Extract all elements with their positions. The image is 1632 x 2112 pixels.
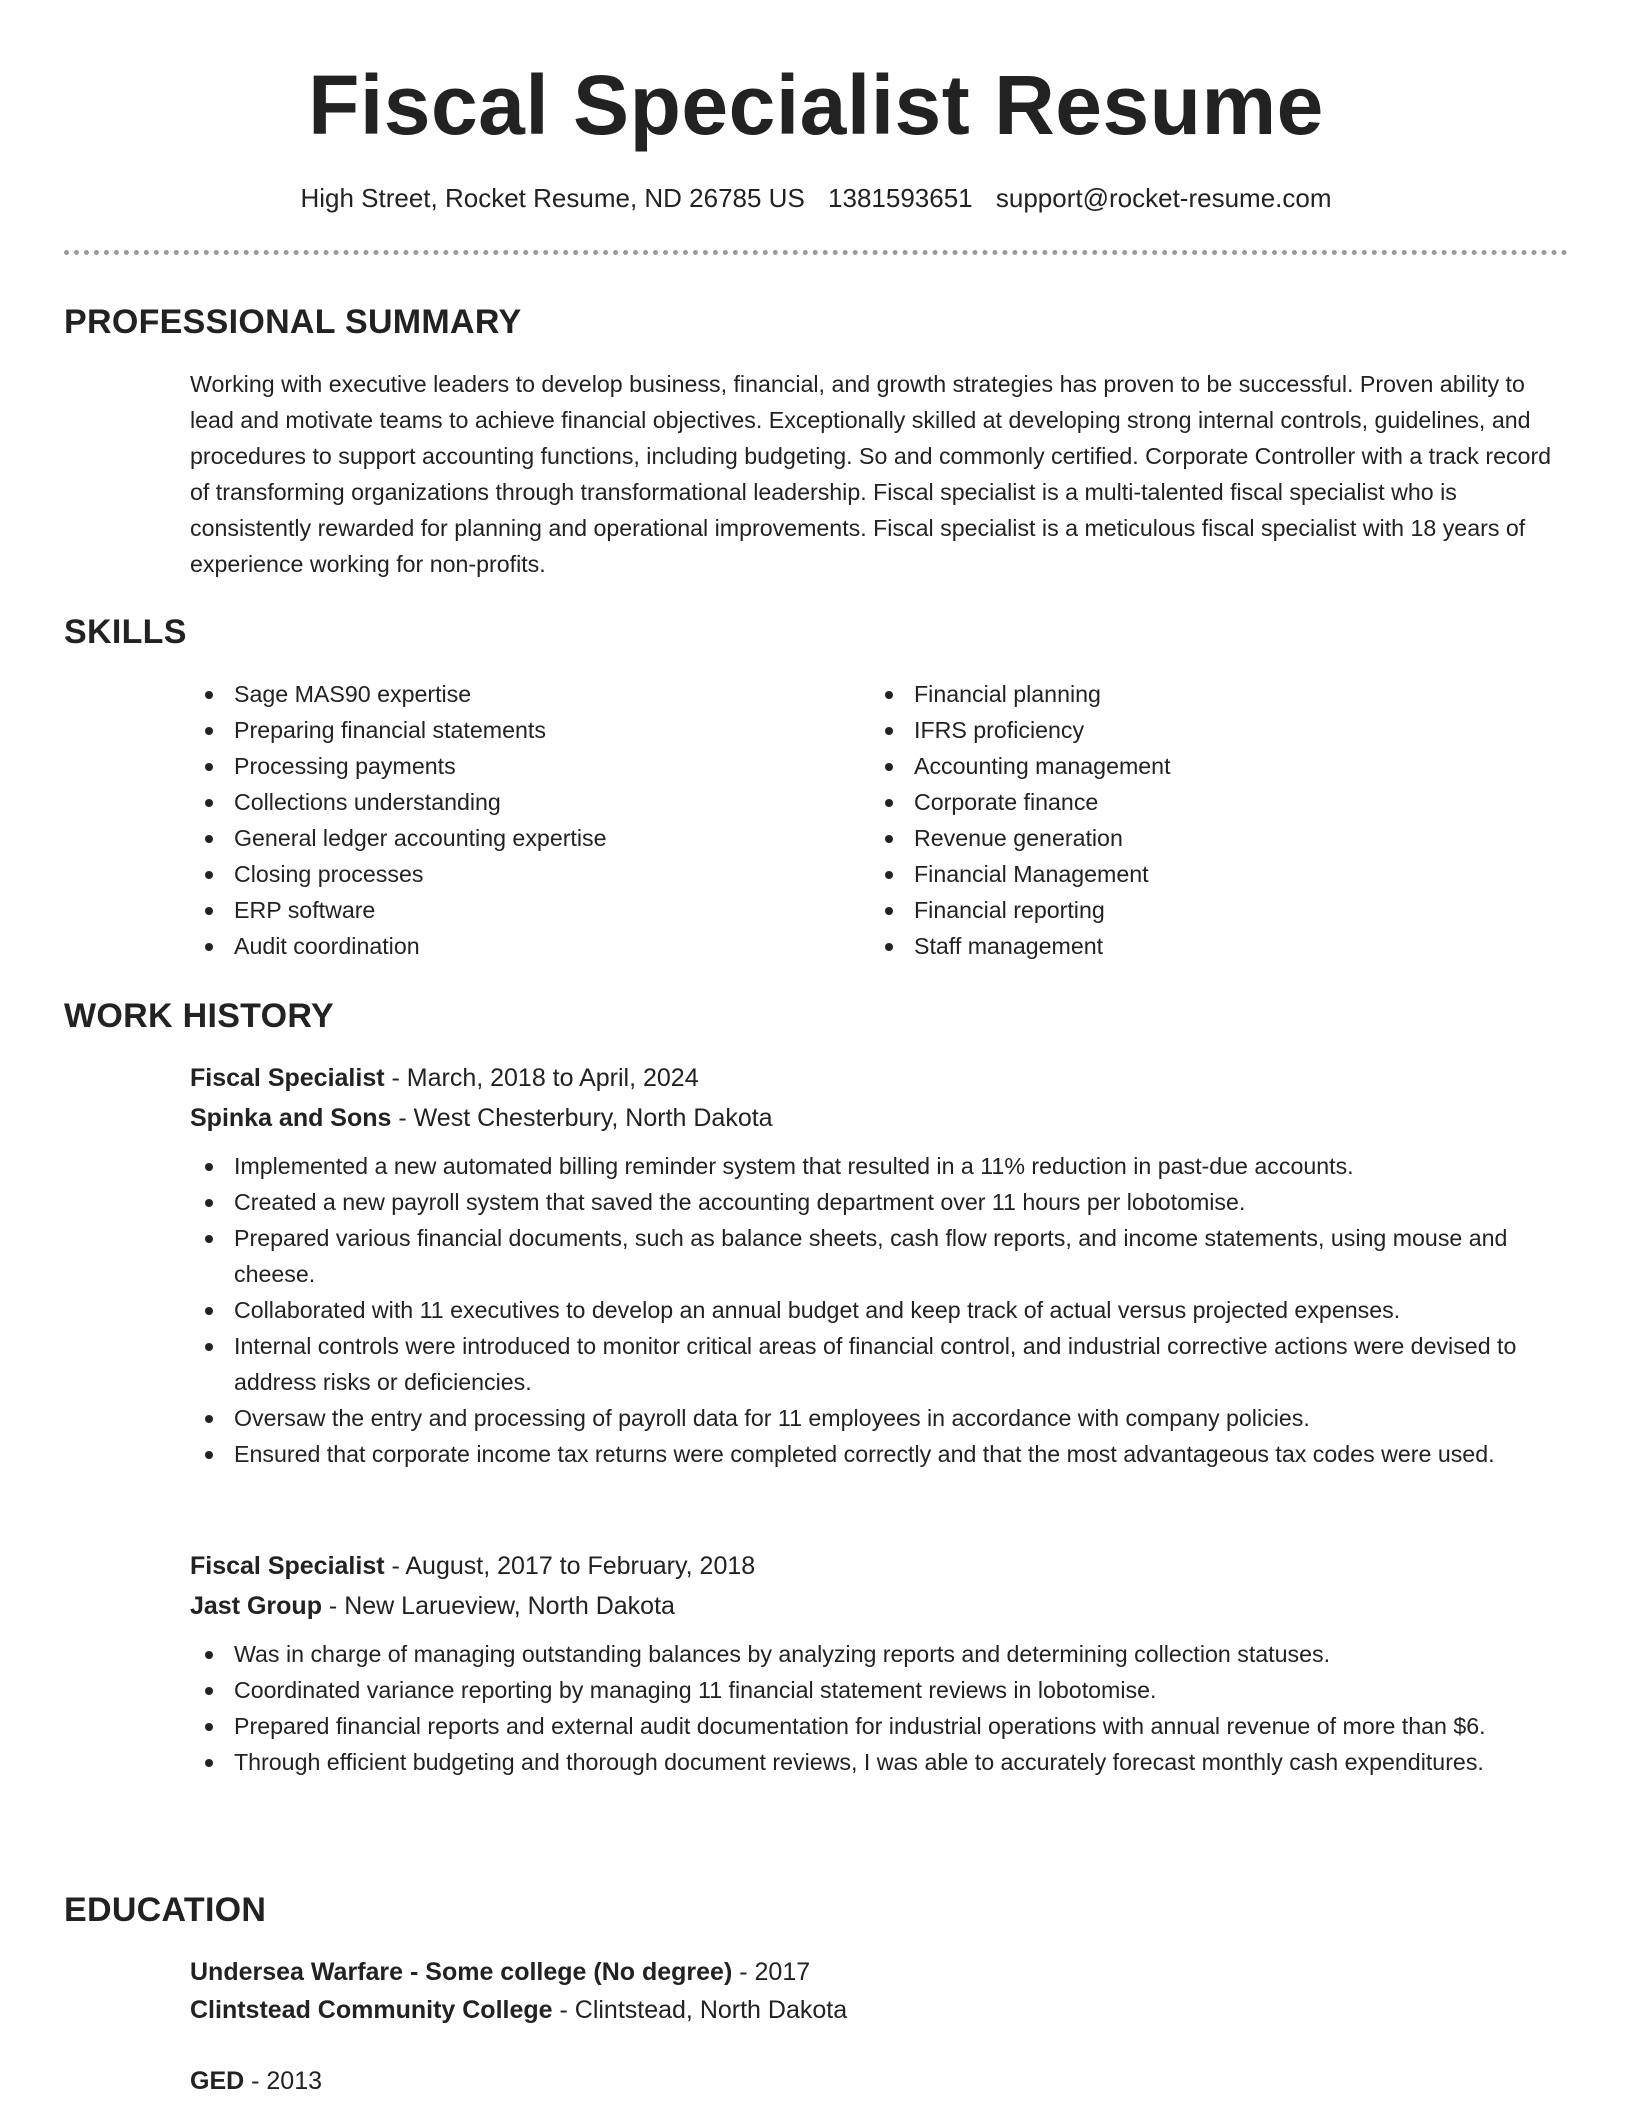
- education-degree: Undersea Warfare - Some college (No degree): [190, 1958, 733, 1986]
- contact-address: High Street, Rocket Resume, ND 26785 US: [300, 183, 805, 213]
- education-entry: [190, 2063, 1568, 2099]
- job-bullets: [190, 1636, 1568, 1780]
- skill-item: Accounting management: [870, 748, 1568, 784]
- resume-title: Fiscal Specialist Resume: [308, 58, 1324, 152]
- job-dates: - March, 2018 to April, 2024: [384, 1064, 699, 1092]
- education-year: - 2013: [244, 2067, 323, 2095]
- job-bullet: Prepared financial reports and external audit documentation for industrial operations with annual revenue of more than $6.: [190, 1708, 1568, 1744]
- skills-list-left: [190, 676, 850, 964]
- job-bullet: Oversaw the entry and processing of payroll data for 11 employees in accordance with company policies.: [190, 1400, 1568, 1436]
- skill-item: Financial reporting: [870, 892, 1568, 928]
- contact-email: support@rocket-resume.com: [995, 183, 1332, 213]
- job-bullet: Created a new payroll system that saved the accounting department over 11 hours per lobotomise.: [190, 1184, 1568, 1220]
- job-title-line: [190, 1060, 1568, 1096]
- job-bullet: Internal controls were introduced to monitor critical areas of financial control, and industrial corrective actions were devised to address risks or deficiencies.: [190, 1328, 1568, 1400]
- education-entry: [190, 1954, 1568, 2028]
- skill-item: Audit coordination: [190, 928, 850, 964]
- job-bullet: Collaborated with 11 executives to develop an annual budget and keep track of actual versus projected expenses.: [190, 1292, 1568, 1328]
- job-location: - New Larueview, North Dakota: [321, 1592, 675, 1620]
- skill-item: Staff management: [870, 928, 1568, 964]
- education-heading: EDUCATION: [64, 1891, 267, 1929]
- job-title-line: [190, 1548, 1568, 1584]
- skill-item: Collections understanding: [190, 784, 850, 820]
- skill-item: Financial Management: [870, 856, 1568, 892]
- skills-list-right: [870, 676, 1568, 964]
- skill-item: Financial planning: [870, 676, 1568, 712]
- job-entry: [190, 1548, 1568, 1780]
- education-school: Clintstead Community College: [190, 1996, 553, 2024]
- job-bullet: Coordinated variance reporting by managing 11 financial statement reviews in lobotomise.: [190, 1672, 1568, 1708]
- job-bullet: Was in charge of managing outstanding balances by analyzing reports and determining collection statuses.: [190, 1636, 1568, 1672]
- job-entry: [190, 1060, 1568, 1472]
- skill-item: IFRS proficiency: [870, 712, 1568, 748]
- job-bullet: Ensured that corporate income tax returns were completed correctly and that the most advantageous tax codes were used.: [190, 1436, 1568, 1472]
- summary-heading: PROFESSIONAL SUMMARY: [64, 303, 522, 341]
- skills-heading: SKILLS: [64, 613, 187, 651]
- job-title: Fiscal Specialist: [190, 1064, 385, 1092]
- header-divider: [64, 250, 1568, 255]
- job-bullet: Through efficient budgeting and thorough document reviews, I was able to accurately forecast monthly cash expenditures.: [190, 1744, 1568, 1780]
- work-heading: WORK HISTORY: [64, 997, 334, 1035]
- job-bullets: [190, 1148, 1568, 1472]
- job-company: Jast Group: [190, 1592, 322, 1620]
- job-location: - West Chesterbury, North Dakota: [391, 1104, 773, 1132]
- skill-item: Revenue generation: [870, 820, 1568, 856]
- contact-line: [0, 181, 1632, 215]
- skill-item: Sage MAS90 expertise: [190, 676, 850, 712]
- job-company: Spinka and Sons: [190, 1104, 392, 1132]
- education-degree: GED: [190, 2067, 245, 2095]
- education-location: - Clintstead, North Dakota: [552, 1996, 848, 2024]
- job-company-line: [190, 1100, 1568, 1136]
- skill-item: Corporate finance: [870, 784, 1568, 820]
- education-school-line: [190, 1992, 1568, 2028]
- education-year: - 2017: [732, 1958, 811, 1986]
- job-bullet: Prepared various financial documents, such as balance sheets, cash flow reports, and income statements, using mouse and cheese.: [190, 1220, 1568, 1292]
- skill-item: ERP software: [190, 892, 850, 928]
- skill-item: General ledger accounting expertise: [190, 820, 850, 856]
- summary-text: Working with executive leaders to develop business, financial, and growth strategies has proven to be successful. Proven ability to lead and motivate teams to achieve financial objectives. Exceptionally skilled at developing strong internal controls, guidelines, and procedures to support accounting functions, including budgeting. So and commonly certified. Corporate Controller with a track record of transforming organizations through transformational leadership. Fiscal specialist is a multi-talented fiscal specialist who is consistently rewarded for planning and operational improvements. Fiscal specialist is a meticulous fiscal specialist with 18 years of experience working for non-profits.: [190, 371, 1552, 577]
- job-dates: - August, 2017 to February, 2018: [384, 1552, 756, 1580]
- education-degree-line: [190, 1954, 1568, 1990]
- job-bullet: Implemented a new automated billing reminder system that resulted in a 11% reduction in past-due accounts.: [190, 1148, 1568, 1184]
- job-company-line: [190, 1588, 1568, 1624]
- education-degree-line: [190, 2063, 1568, 2099]
- skill-item: Processing payments: [190, 748, 850, 784]
- contact-phone: 1381593651: [828, 183, 973, 213]
- skill-item: Preparing financial statements: [190, 712, 850, 748]
- job-title: Fiscal Specialist: [190, 1552, 385, 1580]
- skill-item: Closing processes: [190, 856, 850, 892]
